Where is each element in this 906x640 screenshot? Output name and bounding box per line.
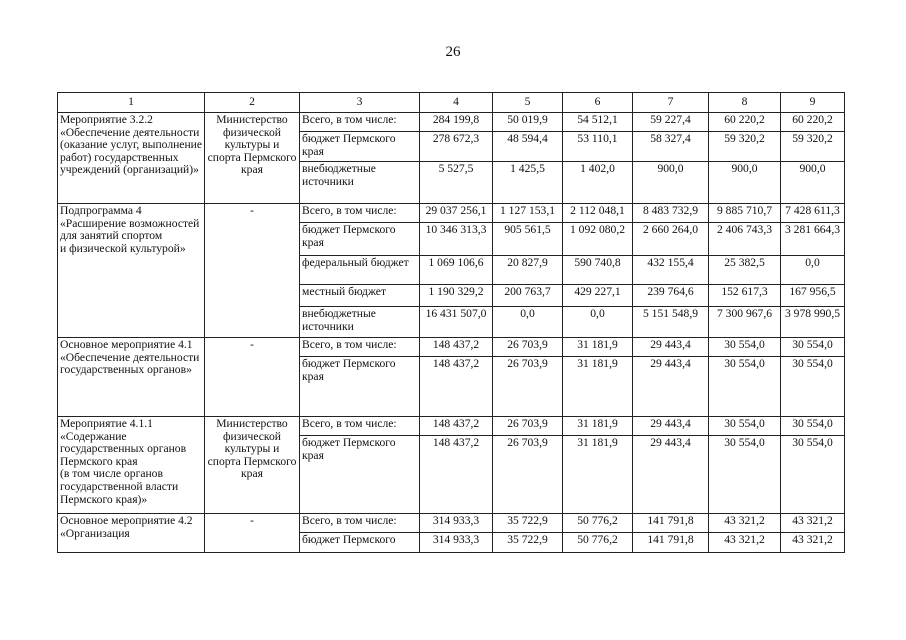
funding-source: Всего, в том числе: [300,514,420,533]
amount-cell: 29 443,4 [633,338,709,357]
amount-cell: 53 110,1 [563,132,633,162]
amount-cell: 2 660 264,0 [633,223,709,256]
amount-cell: 26 703,9 [493,357,563,417]
funding-source: Всего, в том числе: [300,204,420,223]
funding-source: бюджет Пермского края [300,132,420,162]
amount-cell: 9 885 710,7 [709,204,781,223]
amount-cell: 8 483 732,9 [633,204,709,223]
header-cell: 5 [493,93,563,113]
amount-cell: 26 703,9 [493,417,563,436]
amount-cell: 10 346 313,3 [420,223,493,256]
amount-cell: 48 594,4 [493,132,563,162]
activity-name: Мероприятие 4.1.1 «Содержание государственных органов Пермского края (в том числе органов государственной власти Пермского края)» [58,417,205,514]
amount-cell: 35 722,9 [493,533,563,553]
amount-cell: 29 037 256,1 [420,204,493,223]
amount-cell: 50 019,9 [493,113,563,132]
amount-cell: 432 155,4 [633,256,709,285]
amount-cell: 905 561,5 [493,223,563,256]
amount-cell: 3 978 990,5 [781,307,845,338]
amount-cell: 900,0 [709,162,781,204]
amount-cell: 148 437,2 [420,436,493,514]
header-cell: 7 [633,93,709,113]
funding-source: бюджет Пермского края [300,436,420,514]
header-cell: 9 [781,93,845,113]
amount-cell: 314 933,3 [420,514,493,533]
amount-cell: 1 069 106,6 [420,256,493,285]
amount-cell: 59 320,2 [781,132,845,162]
funding-source: федеральный бюджет [300,256,420,285]
amount-cell: 30 554,0 [781,436,845,514]
amount-cell: 590 740,8 [563,256,633,285]
amount-cell: 3 281 664,3 [781,223,845,256]
amount-cell: 141 791,8 [633,533,709,553]
amount-cell: 58 327,4 [633,132,709,162]
amount-cell: 59 320,2 [709,132,781,162]
amount-cell: 30 554,0 [709,338,781,357]
amount-cell: 30 554,0 [709,417,781,436]
amount-cell: 20 827,9 [493,256,563,285]
amount-cell: 7 300 967,6 [709,307,781,338]
funding-source: Всего, в том числе: [300,417,420,436]
table-row [58,338,845,357]
amount-cell: 314 933,3 [420,533,493,553]
amount-cell: 43 321,2 [781,533,845,553]
header-cell: 1 [58,93,205,113]
funding-source: Всего, в том числе: [300,338,420,357]
funding-source: бюджет Пермского края [300,357,420,417]
amount-cell: 30 554,0 [781,417,845,436]
amount-cell: 284 199,8 [420,113,493,132]
amount-cell: 1 127 153,1 [493,204,563,223]
activity-name: Мероприятие 3.2.2 «Обеспечение деятельности (оказание услуг, выполнение работ) государственных учреждений (организаций)» [58,113,205,204]
page-number: 26 [445,44,461,60]
amount-cell: 1 092 080,2 [563,223,633,256]
funding-source: Всего, в том числе: [300,113,420,132]
amount-cell: 278 672,3 [420,132,493,162]
funding-source: внебюджетные источники [300,162,420,204]
amount-cell: 200 763,7 [493,285,563,307]
amount-cell: 7 428 611,3 [781,204,845,223]
amount-cell: 60 220,2 [709,113,781,132]
amount-cell: 35 722,9 [493,514,563,533]
amount-cell: 0,0 [563,307,633,338]
amount-cell: 31 181,9 [563,338,633,357]
amount-cell: 59 227,4 [633,113,709,132]
amount-cell: 16 431 507,0 [420,307,493,338]
amount-cell: 50 776,2 [563,514,633,533]
funding-source: внебюджетные источники [300,307,420,338]
header-cell: 2 [205,93,300,113]
amount-cell: 43 321,2 [709,533,781,553]
activity-name: Подпрограмма 4 «Расширение возможностей для занятий спортом и физической культурой» [58,204,205,338]
table-row [58,417,845,436]
amount-cell: 50 776,2 [563,533,633,553]
header-cell: 6 [563,93,633,113]
budget-table [57,92,845,553]
table-row [58,113,845,132]
amount-cell: 30 554,0 [709,357,781,417]
funding-source: бюджет Пермского [300,533,420,553]
amount-cell: 54 512,1 [563,113,633,132]
amount-cell: 5 527,5 [420,162,493,204]
amount-cell: 239 764,6 [633,285,709,307]
header-row [58,93,845,113]
amount-cell: 0,0 [493,307,563,338]
amount-cell: 29 443,4 [633,357,709,417]
amount-cell: 31 181,9 [563,357,633,417]
executor: - [205,514,300,553]
activity-name: Основное мероприятие 4.1 «Обеспечение деятельности государственных органов» [58,338,205,417]
funding-source: бюджет Пермского края [300,223,420,256]
executor: - [205,204,300,338]
amount-cell: 30 554,0 [781,338,845,357]
header-cell: 4 [420,93,493,113]
amount-cell: 1 190 329,2 [420,285,493,307]
amount-cell: 1 425,5 [493,162,563,204]
table-row [58,514,845,533]
amount-cell: 5 151 548,9 [633,307,709,338]
amount-cell: 25 382,5 [709,256,781,285]
header-cell: 8 [709,93,781,113]
amount-cell: 429 227,1 [563,285,633,307]
amount-cell: 29 443,4 [633,436,709,514]
amount-cell: 60 220,2 [781,113,845,132]
table-row [58,204,845,223]
executor: - [205,338,300,417]
amount-cell: 1 402,0 [563,162,633,204]
amount-cell: 43 321,2 [781,514,845,533]
executor: Министерство физической культуры и спорта Пермского края [205,113,300,204]
amount-cell: 148 437,2 [420,417,493,436]
amount-cell: 0,0 [781,256,845,285]
amount-cell: 900,0 [633,162,709,204]
activity-name: Основное мероприятие 4.2 «Организация [58,514,205,553]
amount-cell: 152 617,3 [709,285,781,307]
amount-cell: 148 437,2 [420,357,493,417]
amount-cell: 2 406 743,3 [709,223,781,256]
amount-cell: 31 181,9 [563,436,633,514]
amount-cell: 30 554,0 [781,357,845,417]
funding-source: местный бюджет [300,285,420,307]
header-cell: 3 [300,93,420,113]
amount-cell: 43 321,2 [709,514,781,533]
amount-cell: 167 956,5 [781,285,845,307]
amount-cell: 31 181,9 [563,417,633,436]
amount-cell: 148 437,2 [420,338,493,357]
amount-cell: 900,0 [781,162,845,204]
amount-cell: 30 554,0 [709,436,781,514]
amount-cell: 26 703,9 [493,338,563,357]
amount-cell: 2 112 048,1 [563,204,633,223]
executor: Министерство физической культуры и спорта Пермского края [205,417,300,514]
amount-cell: 29 443,4 [633,417,709,436]
amount-cell: 141 791,8 [633,514,709,533]
amount-cell: 26 703,9 [493,436,563,514]
